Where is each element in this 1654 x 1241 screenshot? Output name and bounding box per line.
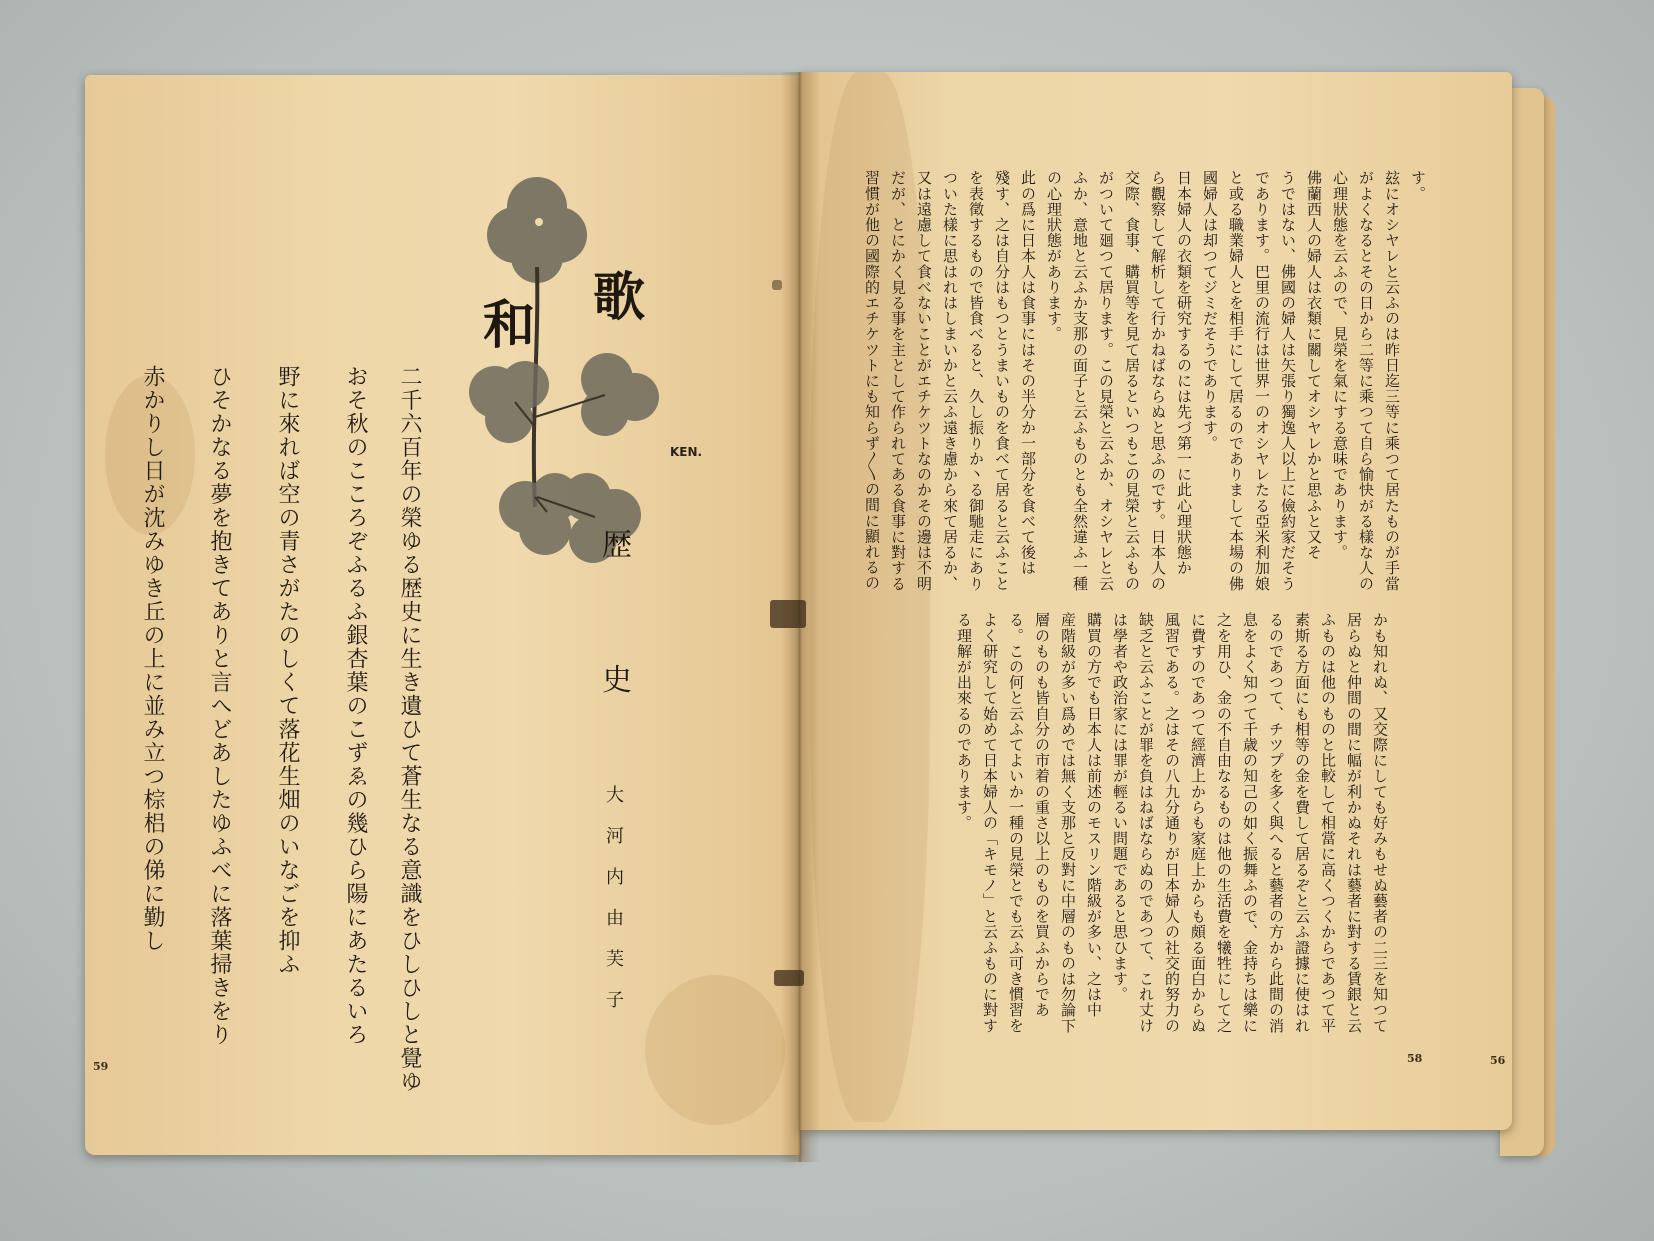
article-lower-line-3: ふものは他のものと比較して相當に高くつくからであつて平 bbox=[1319, 612, 1337, 1034]
article-upper-line-13: がついて廻つて居ります。この見榮と云ふか、オシヤレと云 bbox=[1097, 170, 1115, 592]
poem-author: 大河内由芙子 bbox=[603, 785, 624, 1031]
article-lower-line-14: 層のものも皆自分の市着の重さ以上のものを買ふからであ bbox=[1033, 612, 1051, 1018]
page-number-left: 59 bbox=[93, 1060, 109, 1073]
poem-title-char-1: 歴 bbox=[602, 528, 632, 563]
article-upper-line-14: ふか、意地と云ふか支那の面子と云ふものとも全然違ふ一種 bbox=[1071, 170, 1089, 592]
article-lower-line-17: る理解が出來るのであります。 bbox=[955, 612, 973, 831]
article-upper-line-17: 殘す、之は自分はもつとうまいものを食べて居ると云ふこと bbox=[993, 170, 1011, 592]
article-upper-line-22: 習慣が他の國際的エチケツトにも知らず〳〵の間に顯れるの bbox=[863, 170, 881, 591]
article-lower-line-11: は學者や政治家には罪が輕るい問題であると思ひます。 bbox=[1111, 612, 1129, 1002]
right-page bbox=[800, 72, 1512, 1130]
poem-title-char-2: 史 bbox=[602, 663, 632, 698]
article-lower-line-12: 購買の方でも日本人は前述のモスリン階級が多い、之は中 bbox=[1085, 612, 1103, 1018]
article-upper-line-4: 心理狀態を云ふので、見榮を氣にする意味であります。 bbox=[1331, 170, 1349, 560]
article-lower-line-10: 缺乏と云ふことが罪を負はねばならぬのであつて、これ丈け bbox=[1137, 612, 1155, 1034]
poem-line-4: ひそかなる夢を抱きてありと言へどあしたゆふべに落葉掃きをり bbox=[207, 365, 232, 1047]
binding-hole bbox=[774, 970, 804, 986]
article-lower-line-7: 之を用ひ、金の不自由なるものは他の生活費を犧牲にして之 bbox=[1215, 612, 1233, 1034]
poem-line-1: 二千六百年の榮ゆる歴史に生き遺ひて蒼生なる意識をひしひしと覺ゆ bbox=[397, 365, 422, 1094]
article-lower-line-8: に費すのであつて經濟上からも家庭上からも頗る面白からぬ bbox=[1189, 612, 1207, 1034]
article-upper-line-18: を表徵するもので皆食べると、久し振りか丶る御馳走にあり bbox=[967, 170, 985, 592]
heading-char-wa: 和 bbox=[483, 295, 536, 356]
article-lower-line-16: よく研究して始めて日本婦人の「キモノ」と云ふものに對す bbox=[981, 612, 999, 1034]
article-upper-line-9: 國婦人は却つてジミだそうであります。 bbox=[1201, 170, 1219, 451]
article-upper-line-16: 此の爲に日本人は食事にはその半分か一部分を食べて後は bbox=[1019, 170, 1037, 576]
article-upper-line-15: の心理狀態があります。 bbox=[1045, 170, 1063, 342]
article-upper-line-2: 玆にオシヤレと云ふのは昨日迄三等に乘つて居たものが手當 bbox=[1383, 170, 1401, 592]
article-upper-line-3: がよくなるとその日から二等に乘つて自ら愉快がる樣な人の bbox=[1357, 170, 1375, 592]
article-lower-line-5: るのであつて、チツプを多く與へると藝者の方から此間の消 bbox=[1267, 612, 1285, 1034]
article-upper-line-12: 交際、食事、購買等を見て居るといつもこの見榮と云ふもの bbox=[1123, 170, 1141, 592]
article-lower-line-9: 風習である。之はその八九分通りが日本婦人の社交的努力の bbox=[1163, 612, 1181, 1034]
poem-line-3: 野に來れば空の青さがたのしくて落花生畑のいなごを抑ふ bbox=[275, 365, 300, 976]
article-upper-line-11: ら觀察して解析して行かねばならぬと思ふのです。日本人の bbox=[1149, 170, 1167, 592]
article-upper-line-19: ついた樣に思はれはしまいかと云ふ遠き慮から來て居るか、 bbox=[941, 170, 959, 592]
article-lower-line-2: 居らぬと仲間の間に幅が利かぬそれは藝者に對する賃銀と云 bbox=[1345, 612, 1363, 1034]
poem-line-5: 赤かりし日が沈みゆき丘の上に並み立つ棕梠の俤に勤し bbox=[140, 365, 165, 953]
article-lower-line-1: かも知れぬ、又交際にしても好みもせぬ藝者の二三を知つて bbox=[1371, 612, 1389, 1034]
article-upper-line-21: だが、とにかく見る事を主として作られてある食事に對する bbox=[889, 170, 907, 592]
illustrator-signature: KEN. bbox=[670, 445, 703, 459]
left-page bbox=[85, 75, 800, 1155]
clover-illustration bbox=[455, 167, 715, 587]
article-lower-line-13: 産階級が多い爲めでは無く支那と反對に中層のものは勿論下 bbox=[1059, 612, 1077, 1034]
page-number-right-inner: 58 bbox=[1407, 1052, 1423, 1065]
heading-char-ka: 歌 bbox=[593, 267, 646, 328]
article-upper-line-1: す。 bbox=[1409, 170, 1427, 202]
article-lower-line-15: る。この何と云ふてよいか一種の見榮とでも云ふ可き慣習を bbox=[1007, 612, 1025, 1034]
binding-hole bbox=[772, 280, 782, 290]
paper-stain bbox=[645, 975, 785, 1125]
poem-line-2: おそ秋のこころぞふるふ銀杏葉のこずゑの幾ひら陽にあたるいろ bbox=[343, 365, 368, 1047]
article-lower-line-6: 息をよく知つて千歳の知己の如く振舞ふので、金持ちは樂に bbox=[1241, 612, 1259, 1034]
article-upper-line-6: うではない、佛國の婦人は矢張り獨逸人以上に儉約家だそう bbox=[1279, 170, 1297, 592]
article-upper-line-10: 日本婦人の衣類を研究するのには先づ第一に此心理狀態か bbox=[1175, 170, 1193, 576]
article-upper-line-8: と或る職業婦人とを相手にして居るのでありまして本場の佛 bbox=[1227, 170, 1245, 592]
page-number-right-outer: 56 bbox=[1490, 1054, 1506, 1067]
article-upper-line-7: であります。巴里の流行は世界一のオシヤレたる亞米利加娘 bbox=[1253, 170, 1271, 592]
article-lower-line-4: 素斯る方面にも相等の金を費して居るぞと云ふ證據に使はれ bbox=[1293, 612, 1311, 1034]
binding-hole bbox=[770, 600, 806, 628]
article-upper-line-20: 又は遠慮して食べないことがエチケツトなのかその邊は不明 bbox=[915, 170, 933, 592]
article-upper-line-5: 佛蘭西人の婦人は衣類に關してオシヤレかと思ふと又そ bbox=[1305, 170, 1323, 560]
